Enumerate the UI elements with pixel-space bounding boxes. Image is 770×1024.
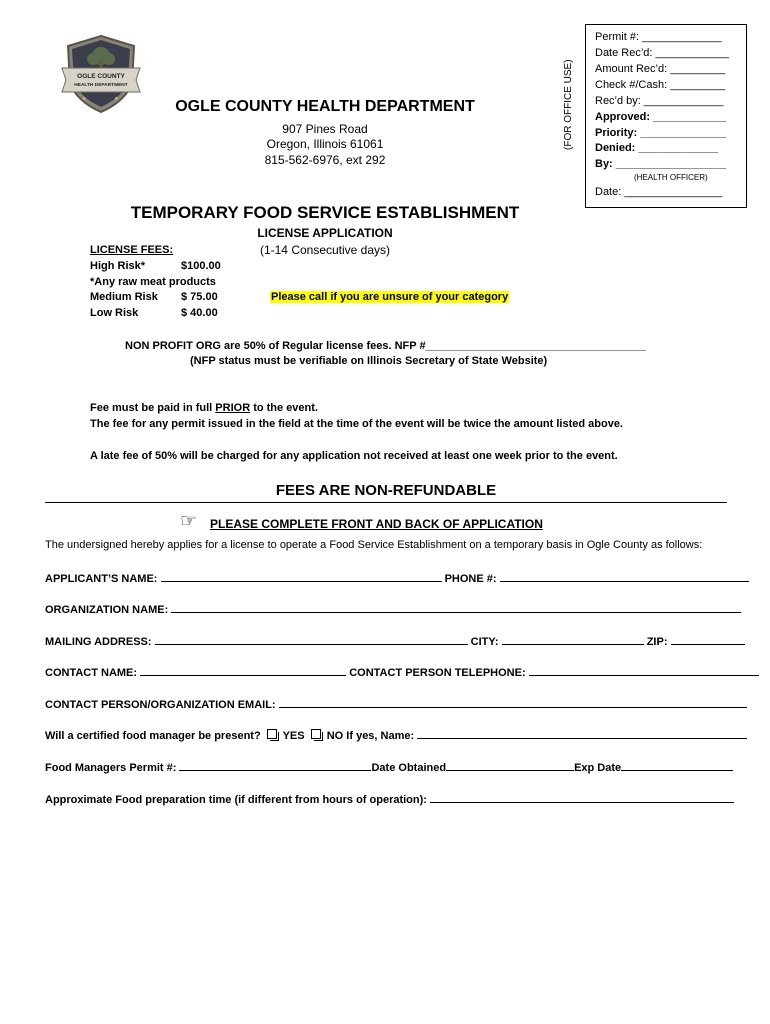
contact-row [45, 665, 759, 679]
contact-name-field[interactable] [140, 665, 346, 676]
fee-prior-after: to the event. [250, 402, 318, 414]
low-risk-label: Low Risk [90, 307, 139, 319]
license-fees-label: LICENSE FEES: [90, 244, 174, 256]
prep-time-label: Approximate Food preparation time (if different from hours of operation): [45, 794, 427, 806]
yes-checkbox[interactable] [267, 729, 277, 739]
organization-row [45, 602, 741, 616]
nfp-status-note: (NFP status must be verifiable on Illinois Secretary of State Website) [190, 355, 548, 367]
high-risk-label: High Risk* [90, 260, 146, 272]
managers-permit-label: Food Managers Permit #: [45, 762, 177, 774]
health-department-logo [60, 34, 142, 114]
fee-prior-word: PRIOR [215, 402, 251, 414]
exp-date-field[interactable] [621, 760, 733, 771]
category-highlight-note: Please call if you are unsure of your category [271, 291, 509, 303]
city-field[interactable] [502, 634, 644, 645]
contact-phone-field[interactable] [529, 665, 759, 676]
late-fee-notice: A late fee of 50% will be charged for any application not received at least one week prior to the event. [90, 450, 618, 462]
office-field-recd-by: Rec’d by: _____________ [595, 95, 724, 107]
fee-prior-before: Fee must be paid in full [90, 402, 216, 414]
consecutive-days-note: (1-14 Consecutive days) [259, 243, 391, 257]
applicant-name-field[interactable] [161, 571, 442, 582]
field-fee-notice: The fee for any permit issued in the field at the time of the event will be twice the amount listed above. [90, 418, 623, 430]
fee-prior-notice [90, 402, 318, 414]
organization-name-label: ORGANIZATION NAME: [45, 604, 169, 616]
food-manager-question: Will a certified food manager be present? [45, 730, 261, 742]
office-field-date-recd: Date Rec’d: ____________ [595, 47, 729, 59]
if-yes-name-label: If yes, Name: [346, 730, 415, 742]
zip-label: ZIP: [646, 636, 668, 648]
contact-email-field[interactable] [279, 697, 747, 708]
food-manager-name-field[interactable] [417, 728, 747, 739]
mailing-row [45, 634, 745, 648]
applicant-row [45, 571, 749, 585]
mailing-address-label: MAILING ADDRESS: [45, 636, 152, 648]
city-label: CITY: [470, 636, 499, 648]
applicant-name-label: APPLICANT’S NAME: [45, 573, 158, 585]
office-field-date: Date: ________________ [595, 186, 723, 198]
health-officer-label: (HEALTH OFFICER) [634, 173, 708, 182]
office-field-amount-recd: Amount Rec’d: _________ [595, 63, 726, 75]
office-field-by: By: __________________ [595, 158, 726, 170]
raw-meat-note: *Any raw meat products [90, 276, 216, 288]
department-name: OGLE COUNTY HEALTH DEPARTMENT [175, 98, 475, 115]
office-use-box [585, 24, 747, 208]
date-obtained-field[interactable] [446, 760, 574, 771]
date-obtained-label: Date Obtained [371, 762, 447, 774]
intro-statement: The undersigned hereby applies for a license to operate a Food Service Establishment on a temporary basis in Ogle County as follows: [45, 539, 703, 551]
no-checkbox[interactable] [311, 729, 321, 739]
prep-time-field[interactable] [430, 792, 734, 803]
managers-permit-field[interactable] [179, 760, 371, 771]
office-field-check-cash: Check #/Cash: _________ [595, 79, 726, 91]
mailing-address-field[interactable] [155, 634, 468, 645]
exp-date-label: Exp Date [574, 762, 622, 774]
office-field-priority: Priority: ______________ [595, 127, 726, 139]
medium-risk-label: Medium Risk [90, 291, 158, 303]
managers-permit-row [45, 760, 733, 774]
prep-time-row [45, 792, 734, 806]
office-use-label: (FOR OFFICE USE) [563, 59, 574, 150]
medium-risk-amount: $ 75.00 [181, 291, 218, 303]
non-refundable-heading: FEES ARE NON-REFUNDABLE [275, 482, 497, 499]
contact-phone-label: CONTACT PERSON TELEPHONE: [349, 667, 526, 679]
low-risk-amount: $ 40.00 [181, 307, 218, 319]
svg-text:★: ★ [82, 96, 87, 102]
yes-label: YES [282, 730, 305, 742]
address-line2: Oregon, Illinois 61061 [266, 137, 384, 151]
logo-text-line2: HEALTH DEPARTMENT [74, 83, 128, 88]
logo-text-line1: OGLE COUNTY [77, 73, 125, 80]
department-phone: 815-562-6976, ext 292 [264, 153, 386, 167]
no-label: NO [326, 730, 344, 742]
office-field-denied: Denied: _____________ [595, 142, 718, 154]
email-row [45, 697, 747, 711]
sub-title: LICENSE APPLICATION [257, 226, 393, 240]
office-field-permit: Permit #: _____________ [595, 31, 722, 43]
contact-name-label: CONTACT NAME: [45, 667, 138, 679]
nonprofit-fee-line: NON PROFIT ORG are 50% of Regular license fees. NFP #____________________________________ [125, 340, 646, 352]
contact-email-label: CONTACT PERSON/ORGANIZATION EMAIL: [45, 699, 276, 711]
phone-field[interactable] [500, 571, 749, 582]
organization-name-field[interactable] [171, 602, 741, 613]
main-title: TEMPORARY FOOD SERVICE ESTABLISHMENT [130, 203, 520, 222]
high-risk-amount: $100.00 [181, 260, 221, 272]
office-field-approved: Approved: ____________ [595, 111, 727, 123]
non-refundable-rule [45, 502, 727, 503]
pointing-hand-icon: ☞ [180, 511, 198, 532]
food-manager-row [45, 728, 747, 742]
svg-text:★: ★ [114, 96, 119, 102]
phone-label: PHONE #: [444, 573, 497, 585]
address-line1: 907 Pines Road [282, 122, 368, 136]
zip-field[interactable] [671, 634, 745, 645]
complete-front-back-note: PLEASE COMPLETE FRONT AND BACK OF APPLICATION [210, 517, 543, 531]
